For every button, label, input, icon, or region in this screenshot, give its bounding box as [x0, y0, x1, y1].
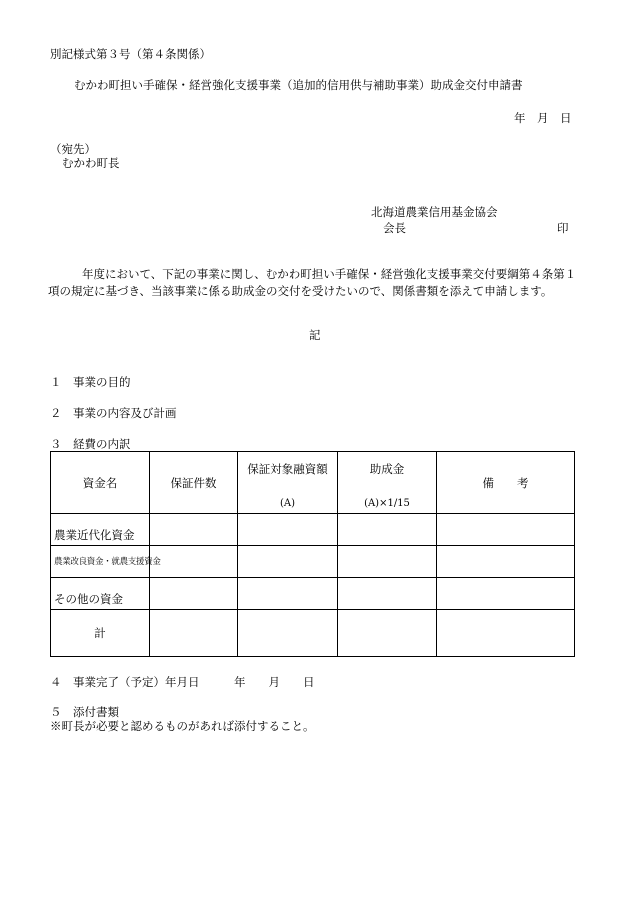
header-subsidy — [338, 452, 437, 514]
ki-marker: 記 — [309, 328, 321, 342]
table-cell — [437, 610, 575, 657]
document-title: むかわ町担い手確保・経営強化支援事業（追加的信用供与補助事業）助成金交付申請書 — [74, 78, 523, 92]
table-cell — [238, 514, 338, 546]
seal-mark: 印 — [557, 221, 569, 235]
addressee-label: （宛先） — [50, 142, 96, 156]
section-completion-date: ４ 事業完了（予定）年月日 年 月 日 — [50, 675, 315, 689]
header-guarantee-amount — [238, 452, 338, 514]
table-cell — [338, 578, 437, 610]
intro-paragraph — [48, 266, 580, 300]
header-guarantee-count: 保証件数 — [150, 452, 238, 514]
attachments-note: ※町長が必要と認めるものがあれば添付すること。 — [50, 719, 315, 733]
row-label-agri-improvement: 農業改良資金・就農支援資金 — [51, 546, 150, 578]
section-content-plan: ２ 事業の内容及び計画 — [50, 406, 177, 420]
header-subsidy-label: 助成金 — [369, 461, 405, 476]
table-cell — [238, 578, 338, 610]
date-line: 年 月 日 — [514, 111, 572, 125]
header-subsidy-sub: (A)×1/15 — [364, 497, 410, 509]
section-attachments: ５ 添付書類 — [50, 705, 119, 719]
table-cell — [150, 546, 238, 578]
table-cell — [437, 514, 575, 546]
table-total-row — [51, 610, 575, 657]
applicant-role: 会長 — [383, 221, 406, 235]
table-cell — [150, 610, 238, 657]
cost-breakdown-table — [50, 451, 575, 657]
header-guarantee-amount-label: 保証対象融資額 — [247, 461, 328, 476]
row-label-other-funds: その他の資金 — [51, 578, 150, 610]
section-cost-breakdown: ３ 経費の内訳 — [50, 437, 131, 451]
table-row — [51, 578, 575, 610]
table-row — [51, 514, 575, 546]
table-cell — [437, 546, 575, 578]
applicant-org: 北海道農業信用基金協会 — [371, 205, 498, 219]
row-label-total: 計 — [51, 610, 150, 657]
table-cell — [150, 514, 238, 546]
header-guarantee-amount-sub: (A) — [279, 497, 296, 509]
header-remarks: 備 考 — [437, 452, 575, 514]
form-number: 別記様式第３号（第４条関係） — [50, 47, 211, 61]
header-fund-name: 資金名 — [51, 452, 150, 514]
table-cell — [338, 514, 437, 546]
table-cell — [437, 578, 575, 610]
table-cell — [238, 610, 338, 657]
row-label-agri-modernization: 農業近代化資金 — [51, 514, 150, 546]
intro-text: 年度において、下記の事業に関し、むかわ町担い手確保・経営強化支援事業交付要綱第４条第１項の規定に基づき、当該事業に係る助成金の交付を受けたいので、関係書類を添えて申請します。 — [48, 267, 577, 298]
table-header-row — [51, 452, 575, 514]
table-row — [51, 546, 575, 578]
addressee-name: むかわ町長 — [62, 156, 120, 170]
table-cell — [338, 546, 437, 578]
table-cell — [238, 546, 338, 578]
section-purpose: １ 事業の目的 — [50, 375, 131, 389]
table-cell — [338, 610, 437, 657]
table-cell — [150, 578, 238, 610]
